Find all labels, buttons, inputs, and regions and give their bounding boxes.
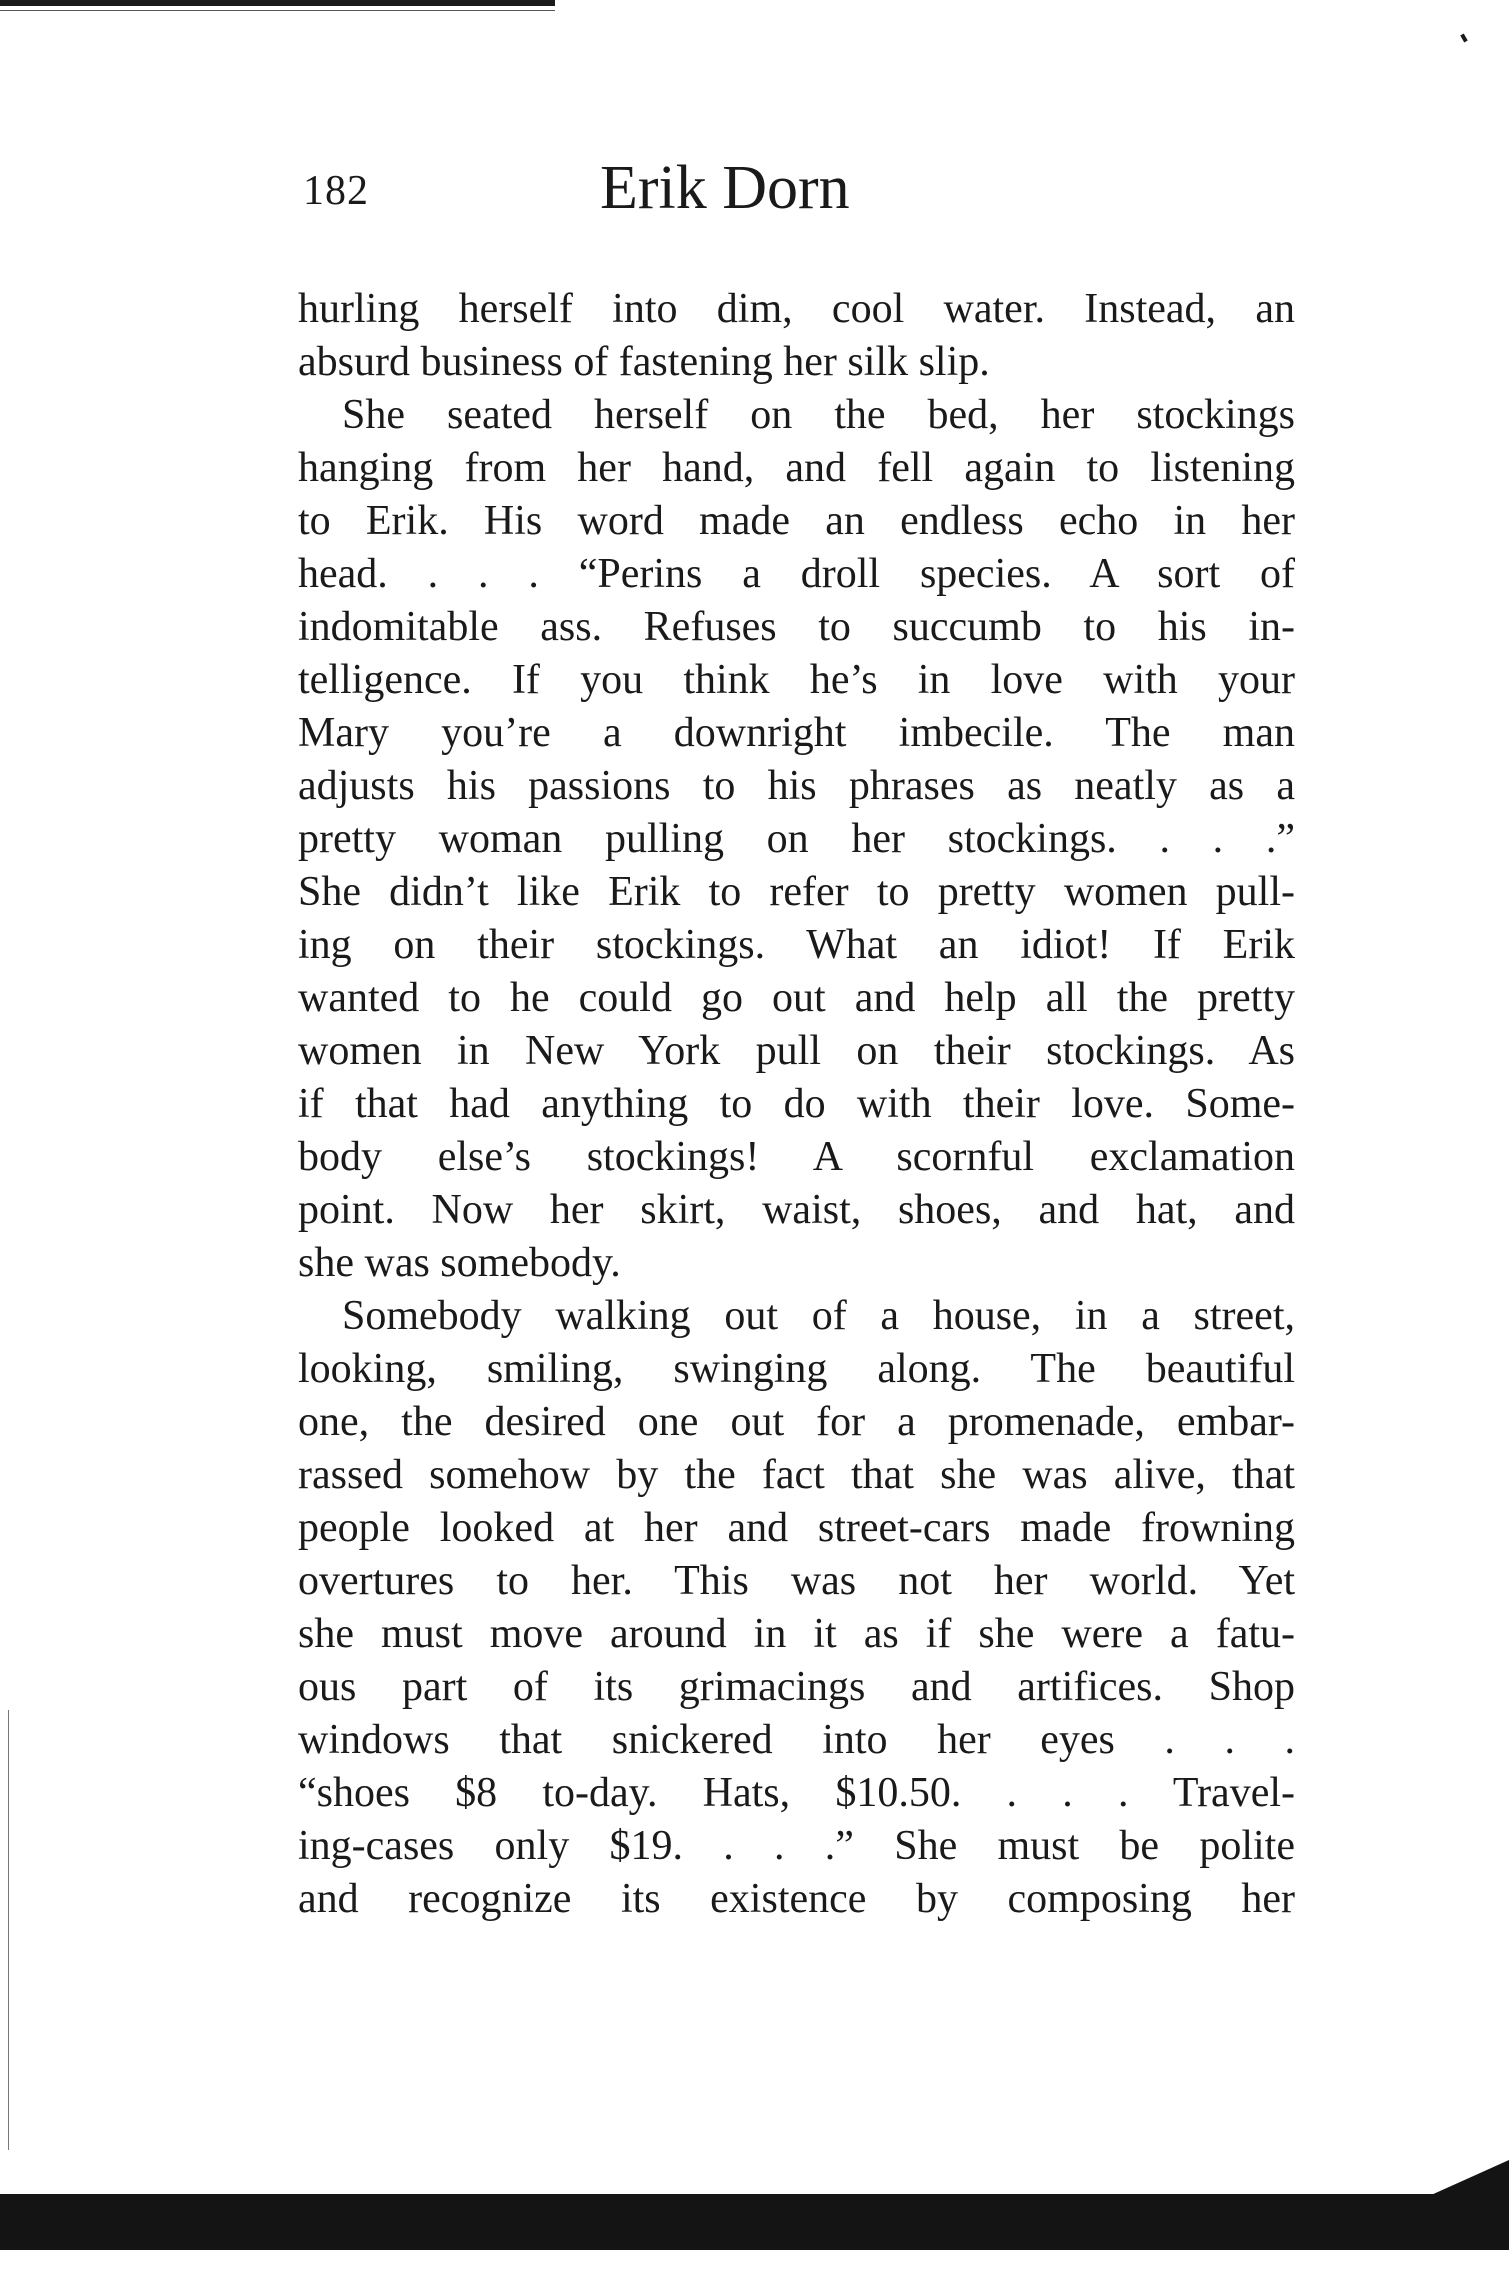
text-line: hanging from her hand, and fell again to listening — [298, 445, 1295, 491]
corner-mark — [1460, 34, 1467, 43]
text-line: head. . . . “Perins a droll species. A sort of — [298, 551, 1295, 597]
page-number: 182 — [303, 168, 369, 214]
text-line: body else’s stockings! A scornful exclamation — [298, 1134, 1295, 1180]
text-line: she was somebody. — [298, 1240, 621, 1286]
text-line: and recognize its existence by composing her — [298, 1876, 1295, 1922]
text-line: pretty woman pulling on her stockings. . . .” — [298, 816, 1295, 862]
text-line: to Erik. His word made an endless echo in her — [298, 498, 1295, 544]
text-line: if that had anything to do with their love. Some- — [298, 1081, 1295, 1127]
text-line: Somebody walking out of a house, in a street, — [342, 1293, 1295, 1339]
text-line: rassed somehow by the fact that she was alive, that — [298, 1452, 1295, 1498]
top-rule-thin — [0, 10, 555, 11]
left-margin-line — [8, 1710, 9, 2150]
running-head-title: Erik Dorn — [600, 154, 850, 222]
text-line: ing on their stockings. What an idiot! If Erik — [298, 922, 1295, 968]
bottom-bar — [0, 2194, 1509, 2250]
text-line: She seated herself on the bed, her stockings — [342, 392, 1295, 438]
text-line: people looked at her and street-cars made frowning — [298, 1505, 1295, 1551]
text-line: adjusts his passions to his phrases as neatly as a — [298, 763, 1295, 809]
text-line: women in New York pull on their stockings. As — [298, 1028, 1295, 1074]
text-line: ous part of its grimacings and artifices. Shop — [298, 1664, 1295, 1710]
text-line: she must move around in it as if she were a fatu- — [298, 1611, 1295, 1657]
text-line: wanted to he could go out and help all the pretty — [298, 975, 1295, 1021]
text-line: Mary you’re a downright imbecile. The man — [298, 710, 1295, 756]
text-line: one, the desired one out for a promenade, embar- — [298, 1399, 1295, 1445]
text-line: looking, smiling, swinging along. The beautiful — [298, 1346, 1295, 1392]
text-line: indomitable ass. Refuses to succumb to his in- — [298, 604, 1295, 650]
text-line: telligence. If you think he’s in love with your — [298, 657, 1295, 703]
body-text — [298, 283, 1295, 1926]
text-line: windows that snickered into her eyes . . . — [298, 1717, 1295, 1763]
text-line: ing-cases only $19. . . .” She must be polite — [298, 1823, 1295, 1869]
text-line: overtures to her. This was not her world. Yet — [298, 1558, 1295, 1604]
top-rule — [0, 0, 555, 6]
text-line: She didn’t like Erik to refer to pretty women pull- — [298, 869, 1295, 915]
text-line: point. Now her skirt, waist, shoes, and hat, and — [298, 1187, 1295, 1233]
text-line: hurling herself into dim, cool water. Instead, an — [298, 286, 1295, 332]
text-line: “shoes $8 to-day. Hats, $10.50. . . . Travel- — [298, 1770, 1295, 1816]
text-line: absurd business of fastening her silk slip. — [298, 339, 990, 385]
